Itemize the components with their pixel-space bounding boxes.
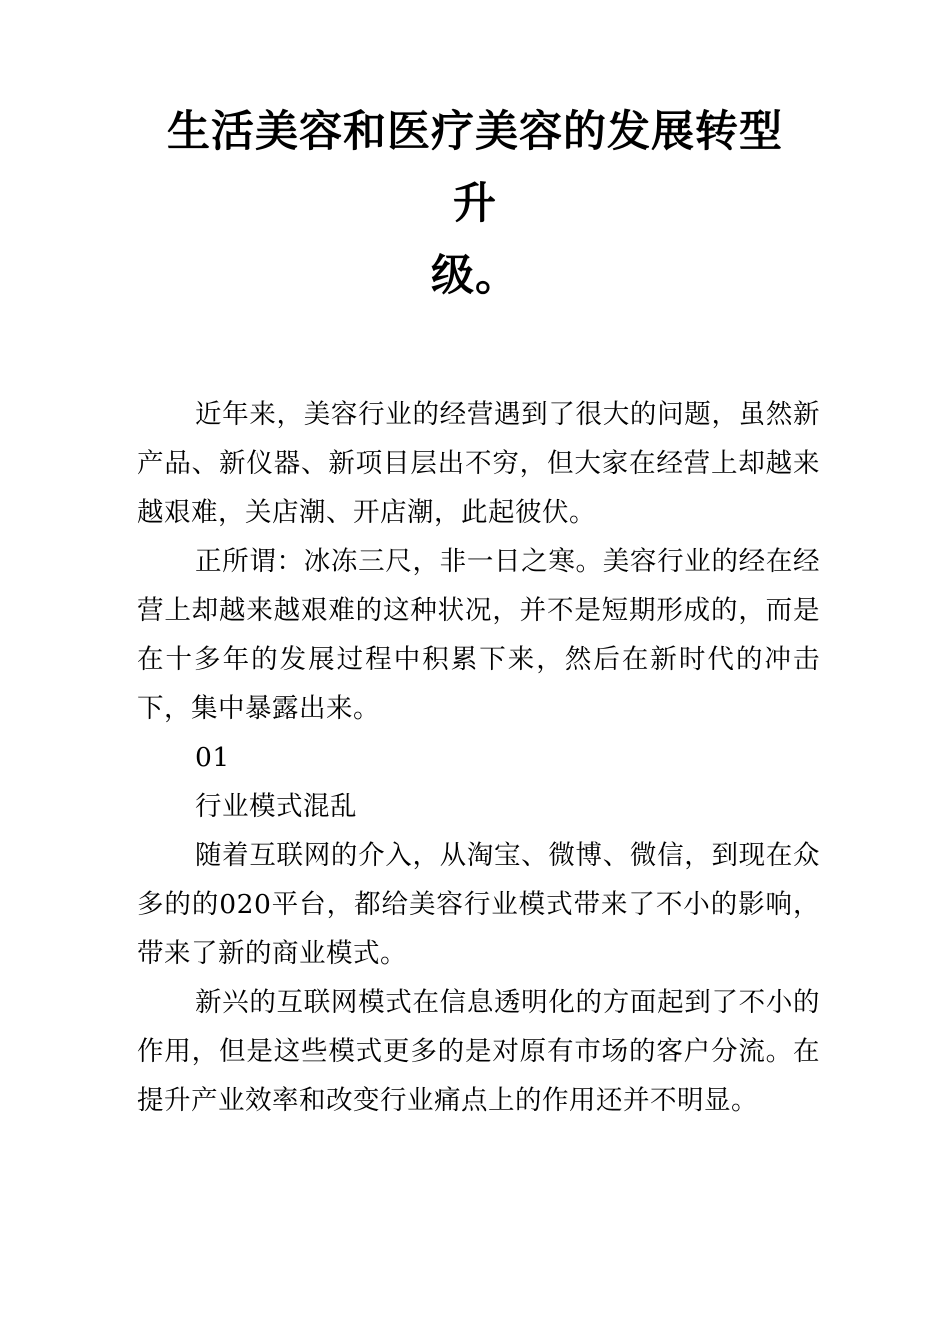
- paragraph-intro: 近年来，美容行业的经营遇到了很大的问题，虽然新产品、新仪器、新项目层出不穷，但大家在经营上却越来越艰难，关店潮、开店潮，此起彼伏。: [137, 399, 820, 528]
- paragraph-internet-impact: 随着互联网的介入，从淘宝、微博、微信，到现在众多的的020平台，都给美容行业模式带来了不小的影响，带来了新的商业模式。: [137, 840, 820, 969]
- paragraph-internet-model: 新兴的互联网模式在信息透明化的方面起到了不小的作用，但是这些模式更多的是对原有市场的客户分流。在提升产业效率和改变行业痛点上的作用还并不明显。: [137, 987, 820, 1116]
- title-line-1: 生活美容和医疗美容的发展转型: [167, 107, 783, 157]
- title-line-3: 级。: [431, 251, 519, 301]
- section-heading: 行业模式混乱: [195, 791, 357, 822]
- title-line-2: 升: [453, 179, 497, 229]
- paragraph-cause: 正所谓：冰冻三尺，非一日之寒。美容行业的经在经营上却越来越艰难的这种状况，并不是短期形成的，而是在十多年的发展过程中积累下来，然后在新时代的冲击下，集中暴露出来。: [137, 546, 820, 724]
- section-number: 01: [195, 742, 230, 773]
- document-body: [137, 390, 820, 1125]
- document-title: [0, 96, 950, 312]
